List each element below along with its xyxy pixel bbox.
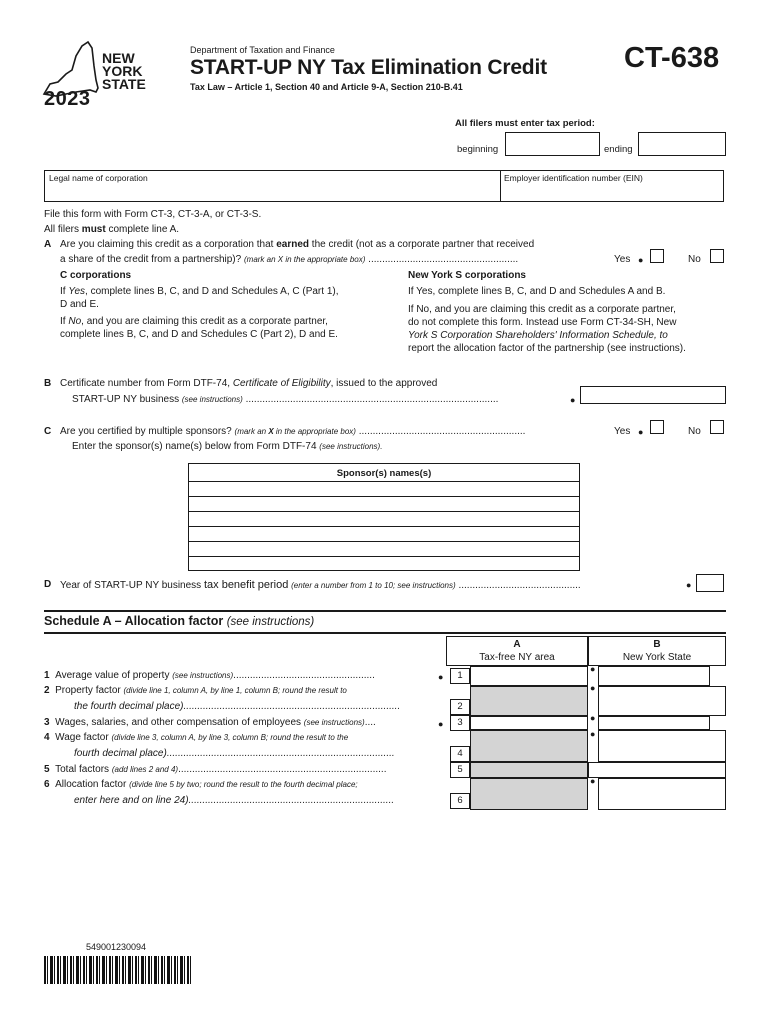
line-a-yes-label: Yes (614, 254, 631, 265)
sponsor-name-field[interactable] (190, 497, 578, 511)
bullet-icon: ● (590, 683, 596, 693)
line-number-box: 2 (450, 699, 470, 715)
c-corp-no-text: If No, and you are claiming this credit as a corporate partner, (60, 316, 328, 327)
schedule-a-line-4: 4 Wage factor (divide line 3, column A, by line 3, column B; round the result to the (44, 732, 349, 743)
line-number-box: 5 (450, 762, 470, 778)
line-1-col-b-field[interactable] (598, 666, 710, 686)
logo-line-2: YORK (102, 63, 143, 79)
s-corp-no-text-4: report the allocation factor of the partnership (see instructions). (408, 343, 686, 354)
beginning-label: beginning (457, 144, 499, 155)
line-b-letter: B (44, 378, 52, 389)
file-with-text: File this form with Form CT-3, CT-3-A, or CT-3-S. (44, 209, 262, 220)
c-corp-no-text-2: complete lines B, C, and D and Schedules C (Part 2), D and E. (60, 329, 338, 340)
line-4-col-b-field[interactable] (598, 730, 726, 762)
corp-info-divider (500, 170, 501, 202)
line-number-box: 4 (450, 746, 470, 762)
legal-name-label: Legal name of corporation (49, 173, 148, 183)
ending-date-field[interactable] (638, 132, 726, 156)
s-corp-no-text-2: do not complete this form. Instead use Form CT-34-SH, New (408, 317, 677, 328)
col-a-label: Tax-free NY area (479, 652, 555, 663)
line-d-text: Year of START-UP NY business tax benefit period (enter a number from 1 to 10; see instructions) ............................................ (60, 579, 581, 591)
line-a-text: Are you claiming this credit as a corporation that earned the credit (not as a corporate partner that received (60, 239, 535, 250)
schedule-a-line-3: 3 Wages, salaries, and other compensation of employees (see instructions).... (44, 717, 376, 728)
schedule-a-line-6: 6 Allocation factor (divide line 5 by two; round the result to the fourth decimal place; (44, 779, 358, 790)
c-corp-yes-text: If Yes, complete lines B, C, and D and Schedules A, C (Part 1), (60, 286, 339, 297)
ein-label: Employer identification number (EIN) (504, 173, 643, 183)
line-a-letter: A (44, 239, 52, 250)
c-corp-heading: C corporations (60, 270, 132, 281)
line-c-yes-label: Yes (614, 426, 631, 437)
s-corp-heading: New York S corporations (408, 270, 526, 281)
line-d-letter: D (44, 579, 52, 590)
line-number-box: 3 (450, 715, 470, 731)
line-a-no-checkbox[interactable] (710, 249, 724, 263)
logo-line-1: NEW (102, 50, 135, 66)
s-corp-yes-text: If Yes, complete lines B, C, and D and Schedules A and B. (408, 286, 666, 297)
shaded-cell (470, 762, 588, 778)
sponsor-name-field[interactable] (190, 557, 578, 571)
bullet-icon: ● (438, 672, 444, 682)
ending-label: ending (604, 144, 633, 155)
form-id: CT-638 (624, 42, 720, 74)
col-a-letter: A (513, 639, 521, 650)
sponsor-name-field[interactable] (190, 527, 578, 541)
s-corp-no-text-1: If No, and you are claiming this credit as a corporate partner, (408, 304, 676, 315)
sponsor-name-field[interactable] (190, 542, 578, 556)
legal-name-field[interactable] (46, 184, 498, 200)
bullet-icon: ● (590, 776, 596, 786)
sponsor-name-field[interactable] (190, 512, 578, 526)
line-c-yes-checkbox[interactable] (650, 420, 664, 434)
shaded-cell (470, 778, 588, 810)
barcode-icon (44, 956, 192, 984)
bullet-icon: ● (638, 255, 644, 265)
tax-period-heading: All filers must enter tax period: (455, 118, 595, 129)
line-a-yes-checkbox[interactable] (650, 249, 664, 263)
all-filers-text: All filers must complete line A. (44, 224, 180, 235)
line-c-no-label: No (688, 426, 701, 437)
schedule-a-line-2: 2 Property factor (divide line 1, column A, by line 1, column B; round the result to (44, 685, 347, 696)
line-number-box: 1 (450, 668, 470, 684)
form-title: START-UP NY Tax Elimination Credit (190, 56, 547, 79)
beginning-date-field[interactable] (505, 132, 600, 156)
schedule-a-line-2-cont: the fourth decimal place).............................................................................. (74, 701, 401, 712)
schedule-a-line-6-cont: enter here and on line 24).......................................................................... (74, 795, 395, 806)
line-3-col-b-field[interactable] (598, 716, 710, 730)
form-year: 2023 (44, 88, 91, 110)
benefit-period-year-field[interactable] (696, 574, 724, 592)
schedule-a-line-4-cont: fourth decimal place).................................................................................. (74, 748, 395, 759)
sponsor-table-header: Sponsor(s) names(s) (336, 468, 432, 479)
line-a-no-label: No (688, 254, 701, 265)
logo-line-3: STATE (102, 76, 146, 92)
line-3-col-a-field[interactable] (470, 716, 588, 730)
schedule-a-line-5: 5 Total factors (add lines 2 and 4)........................................................................... (44, 764, 387, 775)
line-5-col-b-field[interactable] (588, 762, 726, 778)
bullet-icon: ● (686, 580, 692, 590)
department-name: Department of Taxation and Finance (190, 45, 335, 55)
barcode-number: 549001230094 (86, 942, 147, 952)
ein-field[interactable] (502, 184, 722, 200)
line-c-text-2: Enter the sponsor(s) name(s) below from Form DTF-74 (see instructions). (72, 441, 383, 452)
line-a-text-2: a share of the credit from a partnership)? (mark an X in the appropriate box) ...................................................... (60, 254, 519, 265)
line-1-col-a-field[interactable] (470, 666, 588, 686)
bullet-icon: ● (438, 719, 444, 729)
section-divider (44, 632, 726, 634)
bullet-icon: ● (590, 713, 596, 723)
c-corp-yes-text-2: D and E. (60, 299, 99, 310)
col-b-letter: B (653, 639, 661, 650)
bullet-icon: ● (590, 729, 596, 739)
sponsor-name-field[interactable] (190, 482, 578, 496)
bullet-icon: ● (570, 395, 576, 405)
line-2-col-b-field[interactable] (598, 686, 726, 716)
line-b-text-2: START-UP NY business (see instructions) ........................................................................................... (72, 394, 499, 405)
line-number-box: 6 (450, 793, 470, 809)
section-divider (44, 610, 726, 612)
line-c-text: Are you certified by multiple sponsors? (mark an X in the appropriate box) ............................................................ (60, 426, 526, 437)
shaded-cell (470, 730, 588, 762)
bullet-icon: ● (590, 664, 596, 674)
form-subtitle: Tax Law – Article 1, Section 40 and Article 9-A, Section 210-B.41 (190, 82, 463, 92)
schedule-a-line-1: 1 Average value of property (see instructions)................................................... (44, 670, 375, 681)
line-c-no-checkbox[interactable] (710, 420, 724, 434)
s-corp-no-text-3: York S Corporation Shareholders' Information Schedule, to (408, 330, 668, 341)
line-c-letter: C (44, 426, 52, 437)
col-b-label: New York State (622, 652, 692, 663)
shaded-cell (470, 686, 588, 716)
bullet-icon: ● (638, 427, 644, 437)
line-b-text: Certificate number from Form DTF-74, Certificate of Eligibility, issued to the approved (60, 378, 438, 389)
schedule-a-title: Schedule A – Allocation factor (see instructions) (44, 614, 315, 628)
line-6-col-b-field[interactable] (598, 778, 726, 810)
certificate-number-field[interactable] (580, 386, 726, 404)
